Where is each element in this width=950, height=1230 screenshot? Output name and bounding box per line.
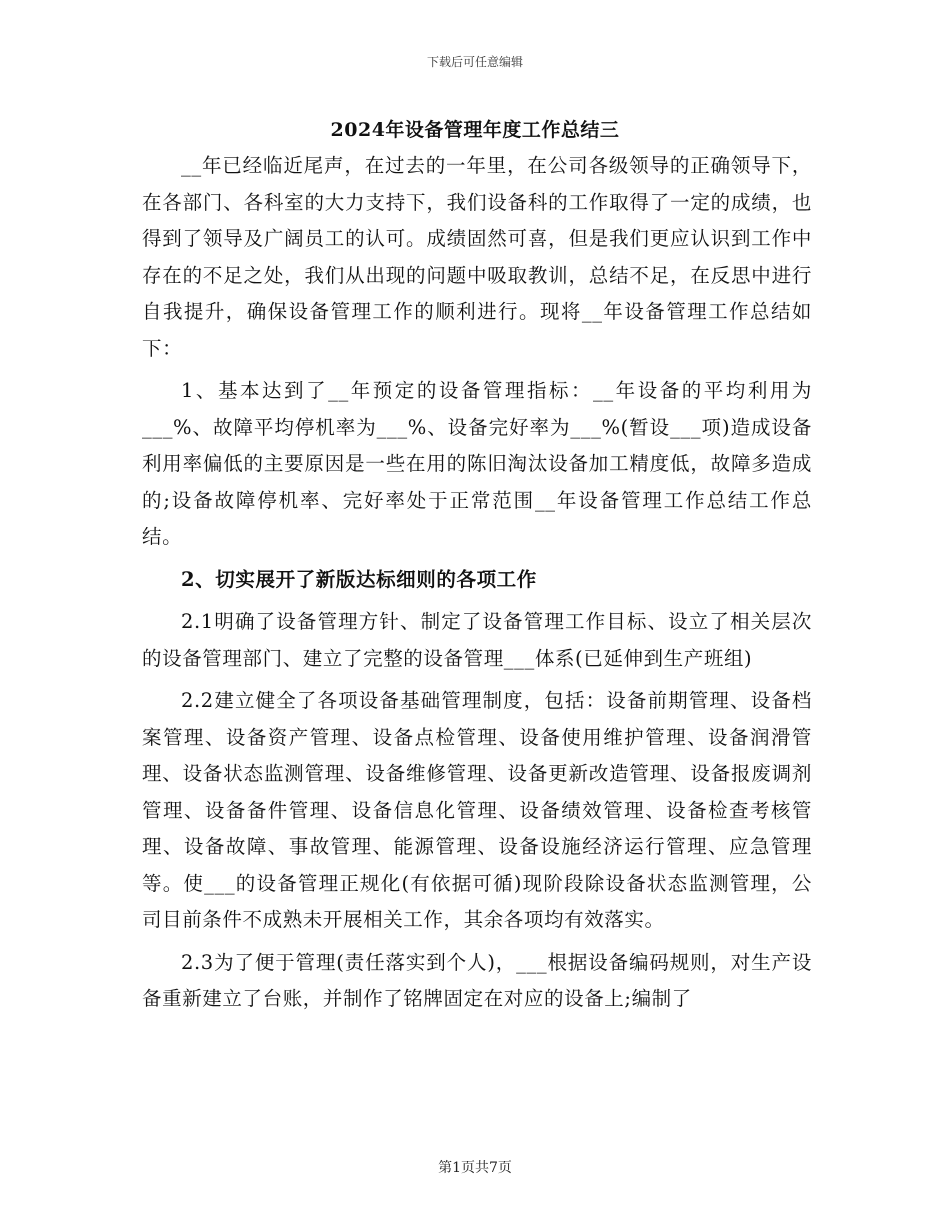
- page-header: 下载后可任意编辑: [426, 55, 523, 69]
- intro-paragraph: __年已经临近尾声，在过去的一年里，在公司各级领导的正确领导下，在各部门、各科室的大力支持下，我们设备科的工作取得了一定的成绩，也得到了领导及广阔员工的认可。成绩固然可喜，但是我们更应认识到工作中存在的不足之处，我们从出现的问题中吸取教训，总结不足，在反思中进行自我提升，确保设备管理工作的顺利进行。现将__年设备管理工作总结如下：: [142, 154, 812, 360]
- paragraph-item-2-2: 2.2建立健全了各项设备基础管理制度，包括：设备前期管理、设备档案管理、设备资产管理、设备点检管理、设备使用维护管理、设备润滑管理、设备状态监测管理、设备维修管理、设备更新改造管理、设备报废调剂管理、设备备件管理、设备信息化管理、设备绩效管理、设备检查考核管理、设备故障、事故管理、能源管理、设备设施经济运行管理、应急管理等。使___的设备管理正规化(有依据可循)现阶段除设备状态监测管理，公司目前条件不成熟未开展相关工作，其余各项均有效落实。: [142, 689, 812, 931]
- paragraph-item-1: 1、基本达到了__年预定的设备管理指标：__年设备的平均利用为___%、故障平均停机率为___%、设备完好率为___%(暂设___项)造成设备利用率偏低的主要原因是一些在用的陈旧淘汰设备加工精度低，故障多造成的;设备故障停机率、完好率处于正常范围__年设备管理工作总结工作总结。: [142, 379, 812, 548]
- page-footer: 第1页共7页: [438, 1160, 512, 1176]
- paragraph-item-2-1: 2.1明确了设备管理方针、制定了设备管理工作目标、设立了相关层次的设备管理部门、建立了完整的设备管理___体系(已延伸到生产班组): [142, 610, 812, 670]
- paragraph-item-2-3: 2.3为了便于管理(责任落实到个人)，___根据设备编码规则，对生产设备重新建立了台账，并制作了铭牌固定在对应的设备上;编制了: [142, 950, 812, 1010]
- document-title: 2024年设备管理年度工作总结三: [330, 119, 620, 141]
- document-body: [142, 148, 812, 1018]
- section-heading-2: 2、切实展开了新版达标细则的各项工作: [181, 567, 537, 591]
